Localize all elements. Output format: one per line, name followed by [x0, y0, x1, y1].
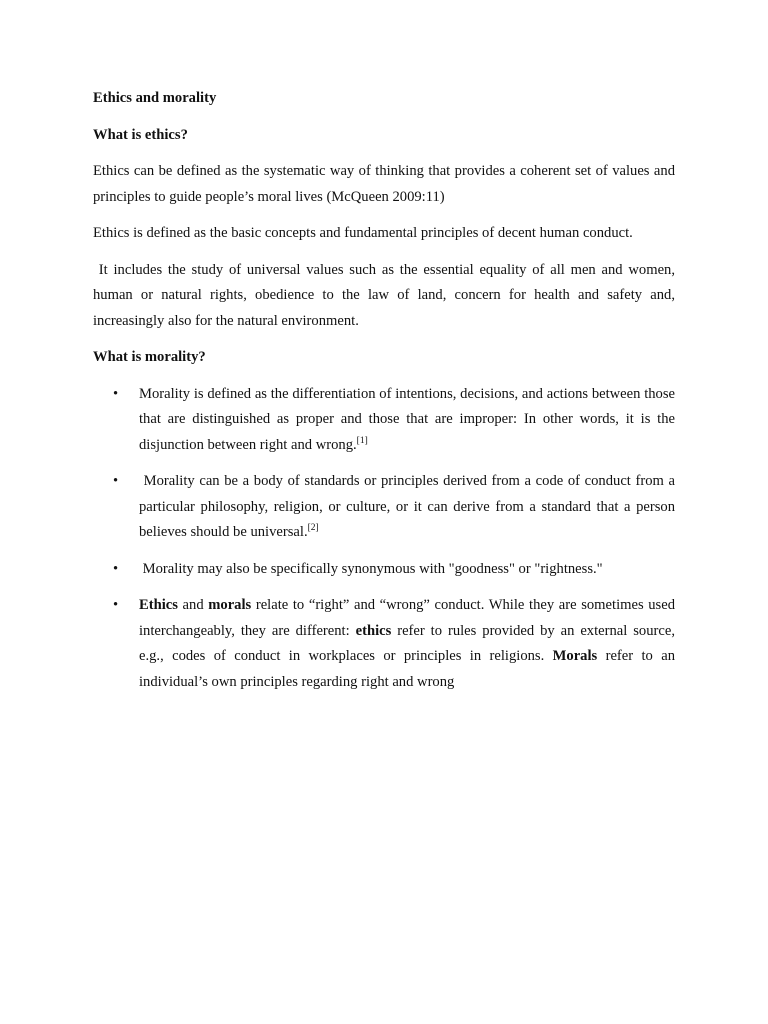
- bullet-marker: •: [113, 473, 119, 489]
- bullet-text: refer to an individual’s own principles regarding right and wrong: [139, 648, 679, 690]
- bullet-text: and: [177, 597, 209, 613]
- paragraph-ethics-values: It includes the study of universal values such as the essential equality of all men and women, human or natural rights, obedience to the law of land, concern for health and safety and, increasingly also for the natural environment.: [93, 261, 679, 329]
- document-body: [93, 86, 679, 706]
- section-heading-ethics: What is ethics?: [93, 126, 188, 143]
- list-item: [93, 469, 679, 546]
- bullet-marker: •: [113, 385, 119, 402]
- bullet-marker: •: [113, 597, 119, 613]
- bullet-text: Morality may also be specifically synonymous with "goodness" or "rightness.": [139, 560, 603, 577]
- paragraph-ethics-definition: Ethics can be defined as the systematic way of thinking that provides a coherent set of values and principles to guide people’s moral lives (McQueen 2009:11): [93, 163, 675, 205]
- term-ethics: ethics: [355, 622, 392, 639]
- document-title: Ethics and morality: [93, 90, 217, 106]
- morality-bullet-list: [93, 382, 679, 696]
- list-item: [93, 593, 679, 695]
- bullet-marker: •: [113, 560, 119, 577]
- citation-link[interactable]: [2]: [307, 523, 319, 534]
- term-ethics: Ethics: [139, 597, 178, 613]
- paragraph-ethics-concepts: Ethics is defined as the basic concepts and fundamental principles of decent human conduct.: [93, 225, 633, 241]
- term-morals: Morals: [552, 648, 598, 664]
- list-item: [93, 557, 675, 583]
- list-item: [93, 382, 675, 459]
- bullet-text: relate to “right” and “wrong” conduct. While they are sometimes used interchangeably, they are different:: [139, 597, 679, 639]
- section-heading-morality: What is morality?: [93, 349, 206, 365]
- citation-link[interactable]: [1]: [356, 435, 368, 446]
- bullet-text: Morality is defined as the differentiation of intentions, decisions, and actions between those that are distinguished as proper and those that are improper: In other words, it is the disjunction between right and wrong.: [139, 385, 675, 453]
- term-morals: morals: [208, 597, 252, 613]
- bullet-text: Morality can be a body of standards or principles derived from a code of conduct from a particular philosophy, religion, or culture, or it can derive from a standard that a person believes should be universal.: [139, 473, 679, 540]
- bullet-text: refer to rules provided by an external source, e.g., codes of conduct in workplaces or principles in religions.: [139, 622, 679, 664]
